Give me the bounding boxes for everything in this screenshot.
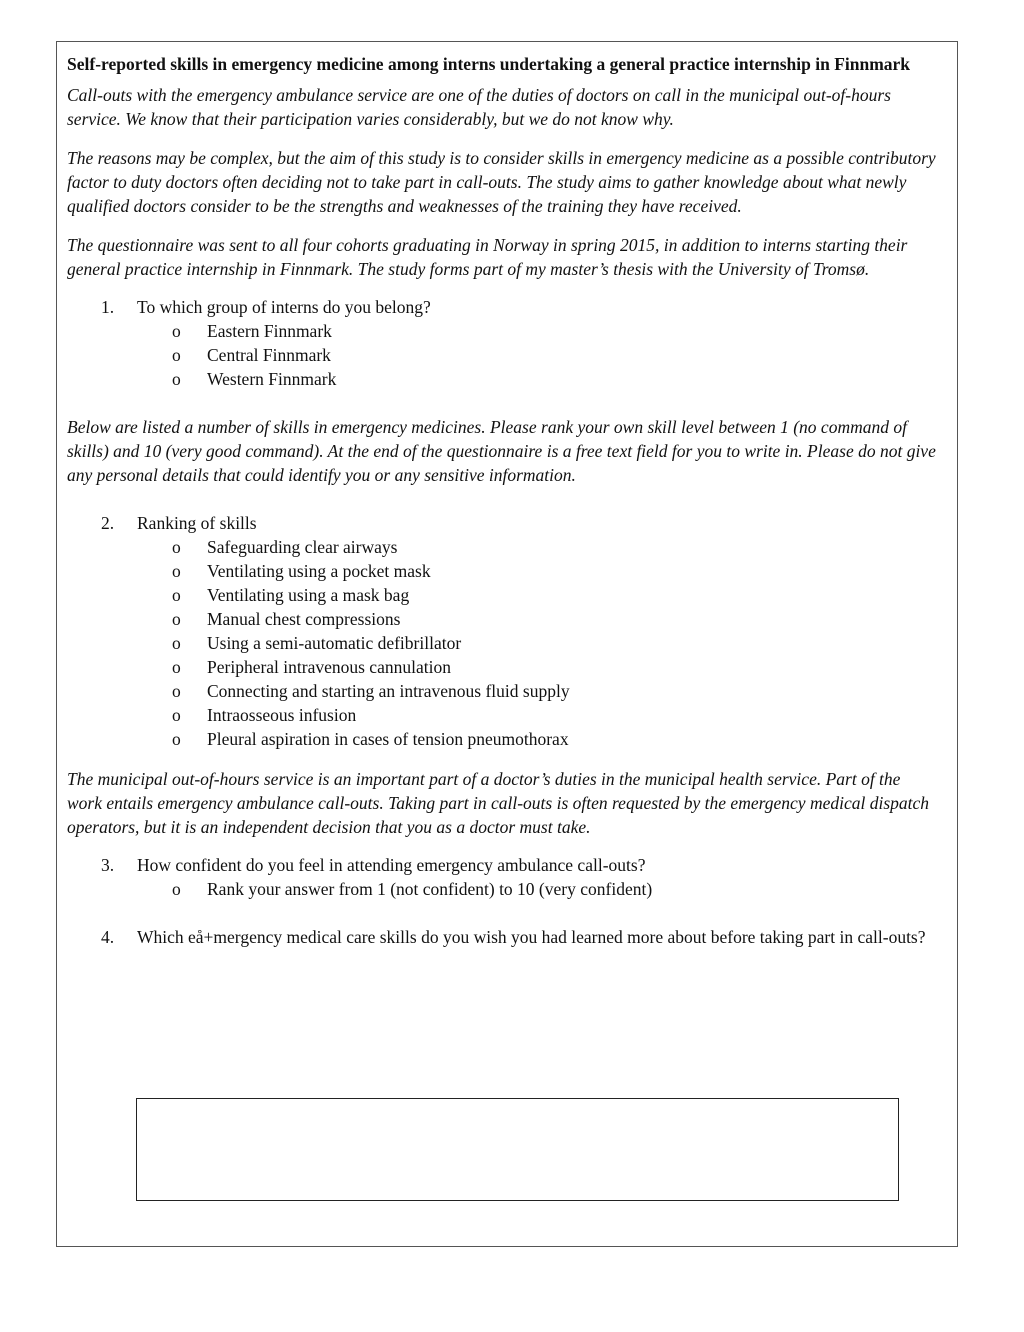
- skill-label: Ventilating using a mask bag: [207, 585, 410, 605]
- question-2-number: 2.: [101, 513, 115, 533]
- question-2-text: Ranking of skills: [137, 513, 257, 533]
- skill-label: Safeguarding clear airways: [207, 537, 398, 557]
- question-1-number: 1.: [101, 297, 115, 317]
- option-label: Central Finnmark: [207, 345, 331, 365]
- free-text-field[interactable]: [136, 1098, 899, 1201]
- skill-item[interactable]: [67, 607, 937, 631]
- intro-paragraph-3: The questionnaire was sent to all four cohorts graduating in Norway in spring 2015, in addition to interns starting their general practice internship in Finnmark. The study forms part of my master’s thesis with the University of Tromsø.: [67, 235, 908, 279]
- question-3: [67, 853, 937, 901]
- skill-item[interactable]: [67, 559, 937, 583]
- option-bullet: o: [172, 729, 181, 749]
- question-1-options: [67, 319, 937, 391]
- option-western-finnmark[interactable]: [67, 367, 937, 391]
- skill-label: Connecting and starting an intravenous fluid supply: [207, 681, 570, 701]
- skill-label: Intraosseous infusion: [207, 705, 357, 725]
- question-2: [67, 511, 937, 751]
- skill-item[interactable]: [67, 727, 937, 751]
- option-bullet: o: [172, 681, 181, 701]
- option-bullet: o: [172, 609, 181, 629]
- option-bullet: o: [172, 561, 181, 581]
- option-bullet: o: [172, 705, 181, 725]
- option-bullet: o: [172, 585, 181, 605]
- skill-label: Using a semi-automatic defibrillator: [207, 633, 462, 653]
- questionnaire-title: Self-reported skills in emergency medicine among interns undertaking a general practice internship in Finnmark: [67, 54, 911, 74]
- skill-item[interactable]: [67, 655, 937, 679]
- option-bullet: o: [172, 369, 181, 389]
- callout-intro: The municipal out-of-hours service is an important part of a doctor’s duties in the municipal health service. Part of the work entails emergency ambulance call-outs. Taking part in call-outs is often requested by the emergency medical dispatch operators, but it is an independent decision that you as a doctor must take.: [67, 769, 930, 837]
- option-label: Western Finnmark: [207, 369, 337, 389]
- skill-label: Manual chest compressions: [207, 609, 401, 629]
- intro-paragraph-2: The reasons may be complex, but the aim of this study is to consider skills in emergency medicine as a possible contributory factor to duty doctors often deciding not to take part in call-outs. The study aims to gather knowledge about what newly qualified doctors consider to be the strengths and weaknesses of the training they have received.: [67, 148, 936, 216]
- option-central-finnmark[interactable]: [67, 343, 937, 367]
- question-2-options: [67, 535, 937, 751]
- option-bullet: o: [172, 657, 181, 677]
- option-bullet: o: [172, 345, 181, 365]
- intro-paragraph-1: Call-outs with the emergency ambulance service are one of the duties of doctors on call in the municipal out-of-hours service. We know that their participation varies considerably, but we do not know why.: [67, 85, 891, 129]
- question-4-number: 4.: [101, 927, 115, 947]
- option-bullet: o: [172, 633, 181, 653]
- questionnaire-content: [67, 52, 937, 949]
- question-4-text: Which eå+mergency medical care skills do you wish you had learned more about before taking part in call-outs?: [137, 927, 926, 947]
- confidence-rank-item[interactable]: [67, 877, 937, 901]
- skill-label: Pleural aspiration in cases of tension pneumothorax: [207, 729, 569, 749]
- question-1: [67, 295, 937, 391]
- skill-item[interactable]: [67, 535, 937, 559]
- skill-label: Peripheral intravenous cannulation: [207, 657, 451, 677]
- skill-item[interactable]: [67, 631, 937, 655]
- skill-item[interactable]: [67, 583, 937, 607]
- confidence-rank-label: Rank your answer from 1 (not confident) to 10 (very confident): [207, 879, 653, 899]
- question-3-text: How confident do you feel in attending emergency ambulance call-outs?: [137, 855, 646, 875]
- option-bullet: o: [172, 879, 181, 899]
- question-3-options: [67, 877, 937, 901]
- option-label: Eastern Finnmark: [207, 321, 332, 341]
- question-4: [67, 925, 937, 949]
- skill-label: Ventilating using a pocket mask: [207, 561, 431, 581]
- option-bullet: o: [172, 537, 181, 557]
- question-3-number: 3.: [101, 855, 115, 875]
- option-eastern-finnmark[interactable]: [67, 319, 937, 343]
- skill-item[interactable]: [67, 679, 937, 703]
- questionnaire-frame: [56, 41, 958, 1247]
- question-1-text: To which group of interns do you belong?: [137, 297, 431, 317]
- skill-item[interactable]: [67, 703, 937, 727]
- skills-instructions: Below are listed a number of skills in emergency medicines. Please rank your own skill level between 1 (no command of skills) and 10 (very good command). At the end of the questionnaire is a free text field for you to write in. Please do not give any personal details that could identify you or any sensitive information.: [67, 417, 936, 485]
- option-bullet: o: [172, 321, 181, 341]
